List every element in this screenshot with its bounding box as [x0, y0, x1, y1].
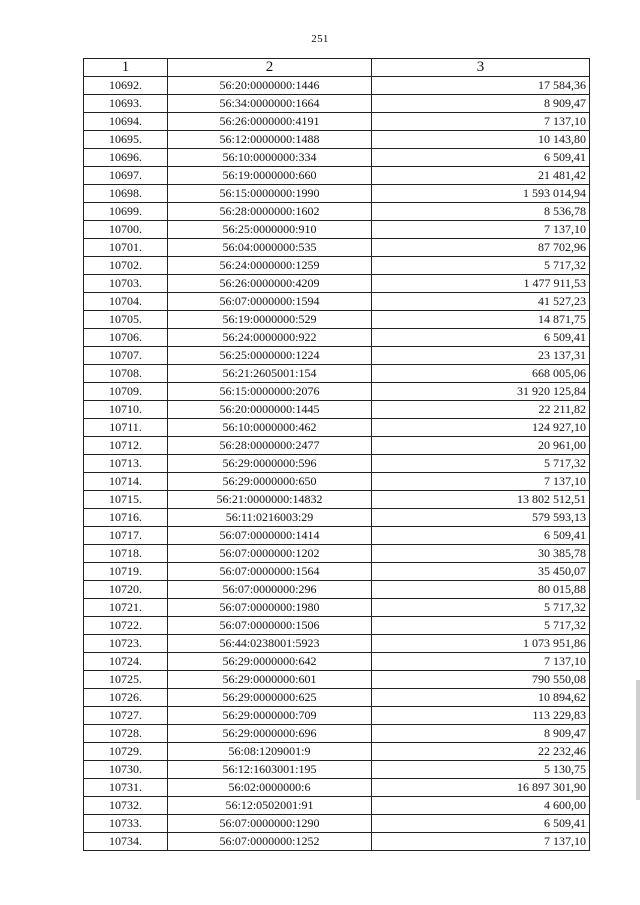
amount-cell: 7 137,10: [372, 473, 590, 491]
cadastral-number-cell: 56:19:0000000:660: [168, 167, 372, 185]
row-number-cell: 10699.: [84, 203, 168, 221]
cadastral-number-cell: 56:07:0000000:296: [168, 581, 372, 599]
table-row: [84, 167, 590, 185]
amount-cell: 5 130,75: [372, 761, 590, 779]
row-number-cell: 10727.: [84, 707, 168, 725]
cadastral-number-cell: 56:34:0000000:1664: [168, 95, 372, 113]
cadastral-number-cell: 56:44:0238001:5923: [168, 635, 372, 653]
cadastral-number-cell: 56:12:0502001:91: [168, 797, 372, 815]
row-number-cell: 10716.: [84, 509, 168, 527]
row-number-cell: 10720.: [84, 581, 168, 599]
amount-cell: 30 385,78: [372, 545, 590, 563]
table-row: [84, 437, 590, 455]
table-row: [84, 491, 590, 509]
row-number-cell: 10706.: [84, 329, 168, 347]
amount-cell: 124 927,10: [372, 419, 590, 437]
table-row: [84, 221, 590, 239]
row-number-cell: 10710.: [84, 401, 168, 419]
cadastral-number-cell: 56:11:0216003:29: [168, 509, 372, 527]
cadastral-number-cell: 56:29:0000000:601: [168, 671, 372, 689]
column-header-3: 3: [372, 59, 590, 77]
amount-cell: 13 802 512,51: [372, 491, 590, 509]
cadastral-number-cell: 56:02:0000000:6: [168, 779, 372, 797]
table-row: [84, 293, 590, 311]
column-header-1: 1: [84, 59, 168, 77]
header-row: [84, 59, 590, 77]
table-row: [84, 761, 590, 779]
amount-cell: 5 717,32: [372, 455, 590, 473]
scan-edge-shadow: [636, 680, 640, 800]
row-number-cell: 10700.: [84, 221, 168, 239]
registry-table: [83, 58, 590, 851]
row-number-cell: 10696.: [84, 149, 168, 167]
table-row: [84, 239, 590, 257]
amount-cell: 1 593 014,94: [372, 185, 590, 203]
row-number-cell: 10723.: [84, 635, 168, 653]
table-row: [84, 599, 590, 617]
row-number-cell: 10731.: [84, 779, 168, 797]
column-header-2: 2: [168, 59, 372, 77]
amount-cell: 5 717,32: [372, 599, 590, 617]
table-row: [84, 689, 590, 707]
amount-cell: 579 593,13: [372, 509, 590, 527]
table-row: [84, 833, 590, 851]
amount-cell: 14 871,75: [372, 311, 590, 329]
table-row: [84, 185, 590, 203]
row-number-cell: 10726.: [84, 689, 168, 707]
row-number-cell: 10694.: [84, 113, 168, 131]
amount-cell: 6 509,41: [372, 149, 590, 167]
amount-cell: 23 137,31: [372, 347, 590, 365]
table-row: [84, 779, 590, 797]
table-row: [84, 617, 590, 635]
amount-cell: 35 450,07: [372, 563, 590, 581]
table-row: [84, 347, 590, 365]
row-number-cell: 10725.: [84, 671, 168, 689]
cadastral-number-cell: 56:10:0000000:334: [168, 149, 372, 167]
cadastral-number-cell: 56:20:0000000:1445: [168, 401, 372, 419]
row-number-cell: 10714.: [84, 473, 168, 491]
amount-cell: 8 909,47: [372, 725, 590, 743]
page-number: 251: [311, 33, 329, 45]
amount-cell: 10 143,80: [372, 131, 590, 149]
table-row: [84, 329, 590, 347]
amount-cell: 7 137,10: [372, 833, 590, 851]
table-row: [84, 311, 590, 329]
row-number-cell: 10724.: [84, 653, 168, 671]
table-row: [84, 383, 590, 401]
table-row: [84, 455, 590, 473]
table-row: [84, 401, 590, 419]
cadastral-number-cell: 56:10:0000000:462: [168, 419, 372, 437]
row-number-cell: 10692.: [84, 77, 168, 95]
row-number-cell: 10702.: [84, 257, 168, 275]
row-number-cell: 10722.: [84, 617, 168, 635]
table-row: [84, 815, 590, 833]
row-number-cell: 10717.: [84, 527, 168, 545]
amount-cell: 87 702,96: [372, 239, 590, 257]
cadastral-number-cell: 56:29:0000000:642: [168, 653, 372, 671]
amount-cell: 1 073 951,86: [372, 635, 590, 653]
cadastral-number-cell: 56:26:0000000:4191: [168, 113, 372, 131]
row-number-cell: 10707.: [84, 347, 168, 365]
row-number-cell: 10715.: [84, 491, 168, 509]
cadastral-number-cell: 56:29:0000000:696: [168, 725, 372, 743]
cadastral-number-cell: 56:15:0000000:2076: [168, 383, 372, 401]
amount-cell: 31 920 125,84: [372, 383, 590, 401]
table-body: [84, 77, 590, 851]
table-row: [84, 707, 590, 725]
row-number-cell: 10719.: [84, 563, 168, 581]
table-row: [84, 743, 590, 761]
row-number-cell: 10703.: [84, 275, 168, 293]
row-number-cell: 10704.: [84, 293, 168, 311]
amount-cell: 17 584,36: [372, 77, 590, 95]
table-row: [84, 563, 590, 581]
amount-cell: 7 137,10: [372, 113, 590, 131]
row-number-cell: 10695.: [84, 131, 168, 149]
cadastral-number-cell: 56:07:0000000:1414: [168, 527, 372, 545]
amount-cell: 22 232,46: [372, 743, 590, 761]
amount-cell: 5 717,32: [372, 617, 590, 635]
table-row: [84, 95, 590, 113]
row-number-cell: 10713.: [84, 455, 168, 473]
table-row: [84, 635, 590, 653]
row-number-cell: 10697.: [84, 167, 168, 185]
table-row: [84, 149, 590, 167]
amount-cell: 20 961,00: [372, 437, 590, 455]
amount-cell: 6 509,41: [372, 815, 590, 833]
amount-cell: 16 897 301,90: [372, 779, 590, 797]
amount-cell: 1 477 911,53: [372, 275, 590, 293]
cadastral-number-cell: 56:21:2605001:154: [168, 365, 372, 383]
cadastral-number-cell: 56:25:0000000:1224: [168, 347, 372, 365]
row-number-cell: 10718.: [84, 545, 168, 563]
cadastral-number-cell: 56:29:0000000:650: [168, 473, 372, 491]
cadastral-number-cell: 56:08:1209001:9: [168, 743, 372, 761]
cadastral-number-cell: 56:07:0000000:1564: [168, 563, 372, 581]
cadastral-number-cell: 56:04:0000000:535: [168, 239, 372, 257]
table-row: [84, 131, 590, 149]
row-number-cell: 10729.: [84, 743, 168, 761]
table-row: [84, 257, 590, 275]
table-row: [84, 473, 590, 491]
cadastral-number-cell: 56:12:0000000:1488: [168, 131, 372, 149]
amount-cell: 10 894,62: [372, 689, 590, 707]
amount-cell: 8 909,47: [372, 95, 590, 113]
row-number-cell: 10733.: [84, 815, 168, 833]
table-row: [84, 671, 590, 689]
row-number-cell: 10693.: [84, 95, 168, 113]
amount-cell: 21 481,42: [372, 167, 590, 185]
amount-cell: 6 509,41: [372, 527, 590, 545]
amount-cell: 668 005,06: [372, 365, 590, 383]
row-number-cell: 10732.: [84, 797, 168, 815]
table-row: [84, 725, 590, 743]
amount-cell: 4 600,00: [372, 797, 590, 815]
cadastral-number-cell: 56:24:0000000:922: [168, 329, 372, 347]
cadastral-number-cell: 56:07:0000000:1252: [168, 833, 372, 851]
cadastral-number-cell: 56:21:0000000:14832: [168, 491, 372, 509]
row-number-cell: 10708.: [84, 365, 168, 383]
table-row: [84, 203, 590, 221]
cadastral-number-cell: 56:24:0000000:1259: [168, 257, 372, 275]
row-number-cell: 10734.: [84, 833, 168, 851]
amount-cell: 80 015,88: [372, 581, 590, 599]
cadastral-number-cell: 56:28:0000000:1602: [168, 203, 372, 221]
row-number-cell: 10730.: [84, 761, 168, 779]
cadastral-number-cell: 56:19:0000000:529: [168, 311, 372, 329]
amount-cell: 6 509,41: [372, 329, 590, 347]
amount-cell: 41 527,23: [372, 293, 590, 311]
amount-cell: 8 536,78: [372, 203, 590, 221]
amount-cell: 5 717,32: [372, 257, 590, 275]
amount-cell: 113 229,83: [372, 707, 590, 725]
cadastral-number-cell: 56:26:0000000:4209: [168, 275, 372, 293]
table-row: [84, 77, 590, 95]
cadastral-number-cell: 56:28:0000000:2477: [168, 437, 372, 455]
table-row: [84, 581, 590, 599]
row-number-cell: 10701.: [84, 239, 168, 257]
amount-cell: 22 211,82: [372, 401, 590, 419]
cadastral-number-cell: 56:25:0000000:910: [168, 221, 372, 239]
amount-cell: 7 137,10: [372, 221, 590, 239]
amount-cell: 7 137,10: [372, 653, 590, 671]
cadastral-number-cell: 56:15:0000000:1990: [168, 185, 372, 203]
table-row: [84, 509, 590, 527]
row-number-cell: 10721.: [84, 599, 168, 617]
cadastral-number-cell: 56:07:0000000:1594: [168, 293, 372, 311]
row-number-cell: 10712.: [84, 437, 168, 455]
row-number-cell: 10709.: [84, 383, 168, 401]
cadastral-number-cell: 56:07:0000000:1980: [168, 599, 372, 617]
table-row: [84, 113, 590, 131]
cadastral-number-cell: 56:07:0000000:1506: [168, 617, 372, 635]
cadastral-number-cell: 56:29:0000000:625: [168, 689, 372, 707]
table-row: [84, 797, 590, 815]
row-number-cell: 10728.: [84, 725, 168, 743]
table-row: [84, 653, 590, 671]
cadastral-number-cell: 56:20:0000000:1446: [168, 77, 372, 95]
row-number-cell: 10698.: [84, 185, 168, 203]
cadastral-number-cell: 56:29:0000000:596: [168, 455, 372, 473]
row-number-cell: 10705.: [84, 311, 168, 329]
cadastral-number-cell: 56:29:0000000:709: [168, 707, 372, 725]
amount-cell: 790 550,08: [372, 671, 590, 689]
table-row: [84, 545, 590, 563]
table-row: [84, 275, 590, 293]
cadastral-number-cell: 56:12:1603001:195: [168, 761, 372, 779]
table-row: [84, 527, 590, 545]
cadastral-number-cell: 56:07:0000000:1290: [168, 815, 372, 833]
row-number-cell: 10711.: [84, 419, 168, 437]
table-row: [84, 419, 590, 437]
cadastral-number-cell: 56:07:0000000:1202: [168, 545, 372, 563]
table-row: [84, 365, 590, 383]
